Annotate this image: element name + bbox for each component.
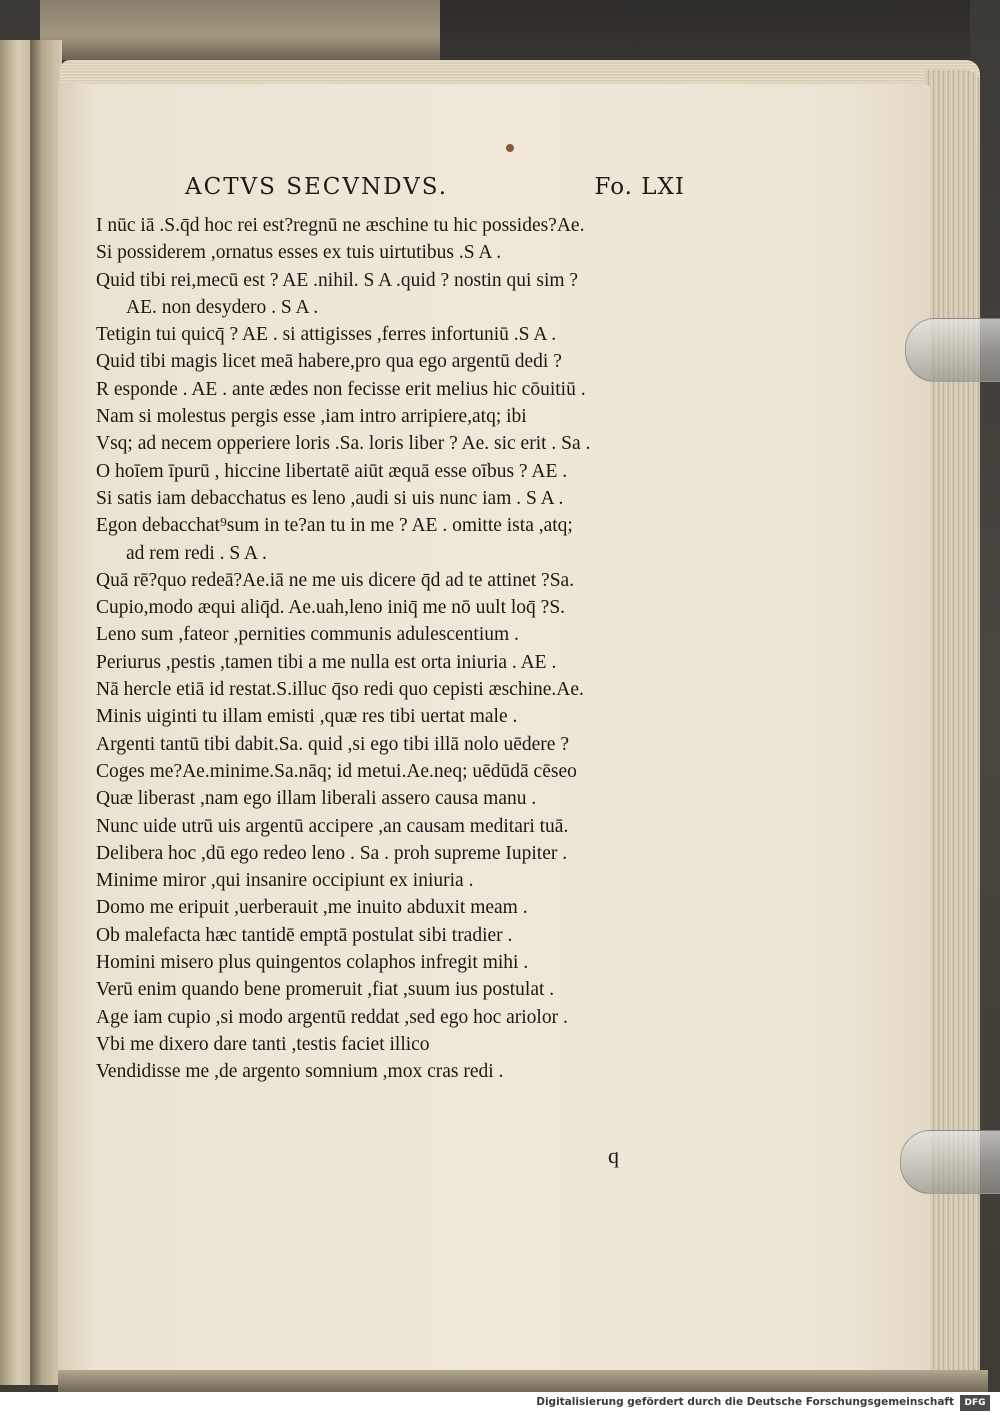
text-line: Minis uiginti tu illam emisti ,quæ res tibi uertat male . xyxy=(96,706,518,728)
footer-bar xyxy=(0,1392,1000,1415)
text-line: Coges me?Ae.minime.Sa.nāq; id metui.Ae.neq; uēdūdā cēseo xyxy=(96,760,577,782)
page-clamp-bottom xyxy=(900,1130,1000,1194)
text-line: Quæ liberast ,nam ego illam liberali assero causa manu . xyxy=(96,788,537,810)
text-line: Delibera hoc ,dū ego redeo leno . Sa . proh supreme Iupiter . xyxy=(96,842,568,864)
text-line: Age iam cupio ,si modo argentū reddat ,sed ego hoc ariolor . xyxy=(96,1006,568,1028)
text-line: Quā rē?quo redeā?Ae.iā ne me uis dicere q̄d ad te attinet ?Sa. xyxy=(96,569,575,591)
text-line: Ob malefacta hæc tantidē emptā postulat sibi tradier . xyxy=(96,924,513,946)
text-line: Vbi me dixero dare tanti ,testis faciet illico xyxy=(96,1033,430,1055)
text-line: Cupio,modo æqui aliq̄d. Ae.uah,leno iniq̄ me nō uult loq̄ ?S. xyxy=(96,597,566,619)
running-head xyxy=(185,174,685,200)
text-line: Vsq; ad necem opperiere loris .Sa. loris liber ? Ae. sic erit . Sa . xyxy=(96,433,591,455)
text-line: Domo me eripuit ,uerberauit ,me inuito abduxit meam . xyxy=(96,897,528,919)
signature-mark: q xyxy=(608,1143,619,1168)
text-line: Nam si molestus pergis esse ,iam intro arripiere,atq; ibi xyxy=(96,406,527,428)
text-block xyxy=(96,212,716,1086)
dfg-logo: DFG xyxy=(960,1395,990,1411)
ink-spot xyxy=(506,144,514,152)
text-line: R esponde . AE . ante ædes non fecisse erit melius hic cōuitiū . xyxy=(96,378,586,400)
text-line: Nā hercle etiā id restat.S.illuc q̄so redi quo cepisti æschine.Ae. xyxy=(96,679,584,701)
text-line: Quid tibi magis licet meā habere,pro qua ego argentū dedi ? xyxy=(96,351,562,373)
text-line: Vendidisse me ,de argento somnium ,mox cras redi . xyxy=(96,1061,504,1083)
page-clamp-top xyxy=(905,318,1000,382)
text-line: ad rem redi . S A . xyxy=(126,542,267,564)
text-line: Homini misero plus quingentos colaphos infregit mihi . xyxy=(96,952,529,974)
text-line: Minime miror ,qui insanire occipiunt ex iniuria . xyxy=(96,870,474,892)
text-line: Argenti tantū tibi dabit.Sa. quid ,si ego tibi illā nolo uēdere ? xyxy=(96,733,569,755)
text-line: I nūc iā .S.q̄d hoc rei est?regnū ne æschine tu hic possides?Ae. xyxy=(96,215,585,236)
text-line: Nunc uide utrū uis argentū accipere ,an causam meditari tuā. xyxy=(96,815,569,837)
page-bottom-edge xyxy=(58,1370,988,1392)
text-line: Si possiderem ,ornatus esses ex tuis uirtutibus .S A . xyxy=(96,242,502,264)
text-line: Verū enim quando bene promeruit ,fiat ,suum ius postulat . xyxy=(96,979,555,1001)
text-line: Si satis iam debacchatus es leno ,audi si uis nunc iam . S A . xyxy=(96,487,564,509)
folio-number: Fo. LXI xyxy=(594,174,685,200)
text-line: Tetigin tui quicq̄ ? AE . si attigisses ,ferres infortuniū .S A . xyxy=(96,324,557,346)
text-line: Egon debacchat⁹sum in te?an tu in me ? AE . omitte ista ,atq; xyxy=(96,515,573,537)
facing-page-edge xyxy=(0,40,30,1385)
text-line: Quid tibi rei,mecū est ? AE .nihil. S A .quid ? nostin qui sim ? xyxy=(96,269,579,291)
act-title: ACTVS SECVNDVS. xyxy=(185,174,448,200)
text-line: Periurus ,pestis ,tamen tibi a me nulla est orta iniuria . AE . xyxy=(96,651,557,673)
text-line: O hoīem īpurū , hiccine libertatē aiūt æquā esse oībus ? AE . xyxy=(96,460,568,482)
text-line: Leno sum ,fateor ,pernities communis adulescentium . xyxy=(96,624,519,646)
funding-credit: Digitalisierung gefördert durch die Deutsche Forschungsgemeinschaft xyxy=(536,1396,954,1408)
text-line: AE. non desydero . S A . xyxy=(126,296,319,318)
